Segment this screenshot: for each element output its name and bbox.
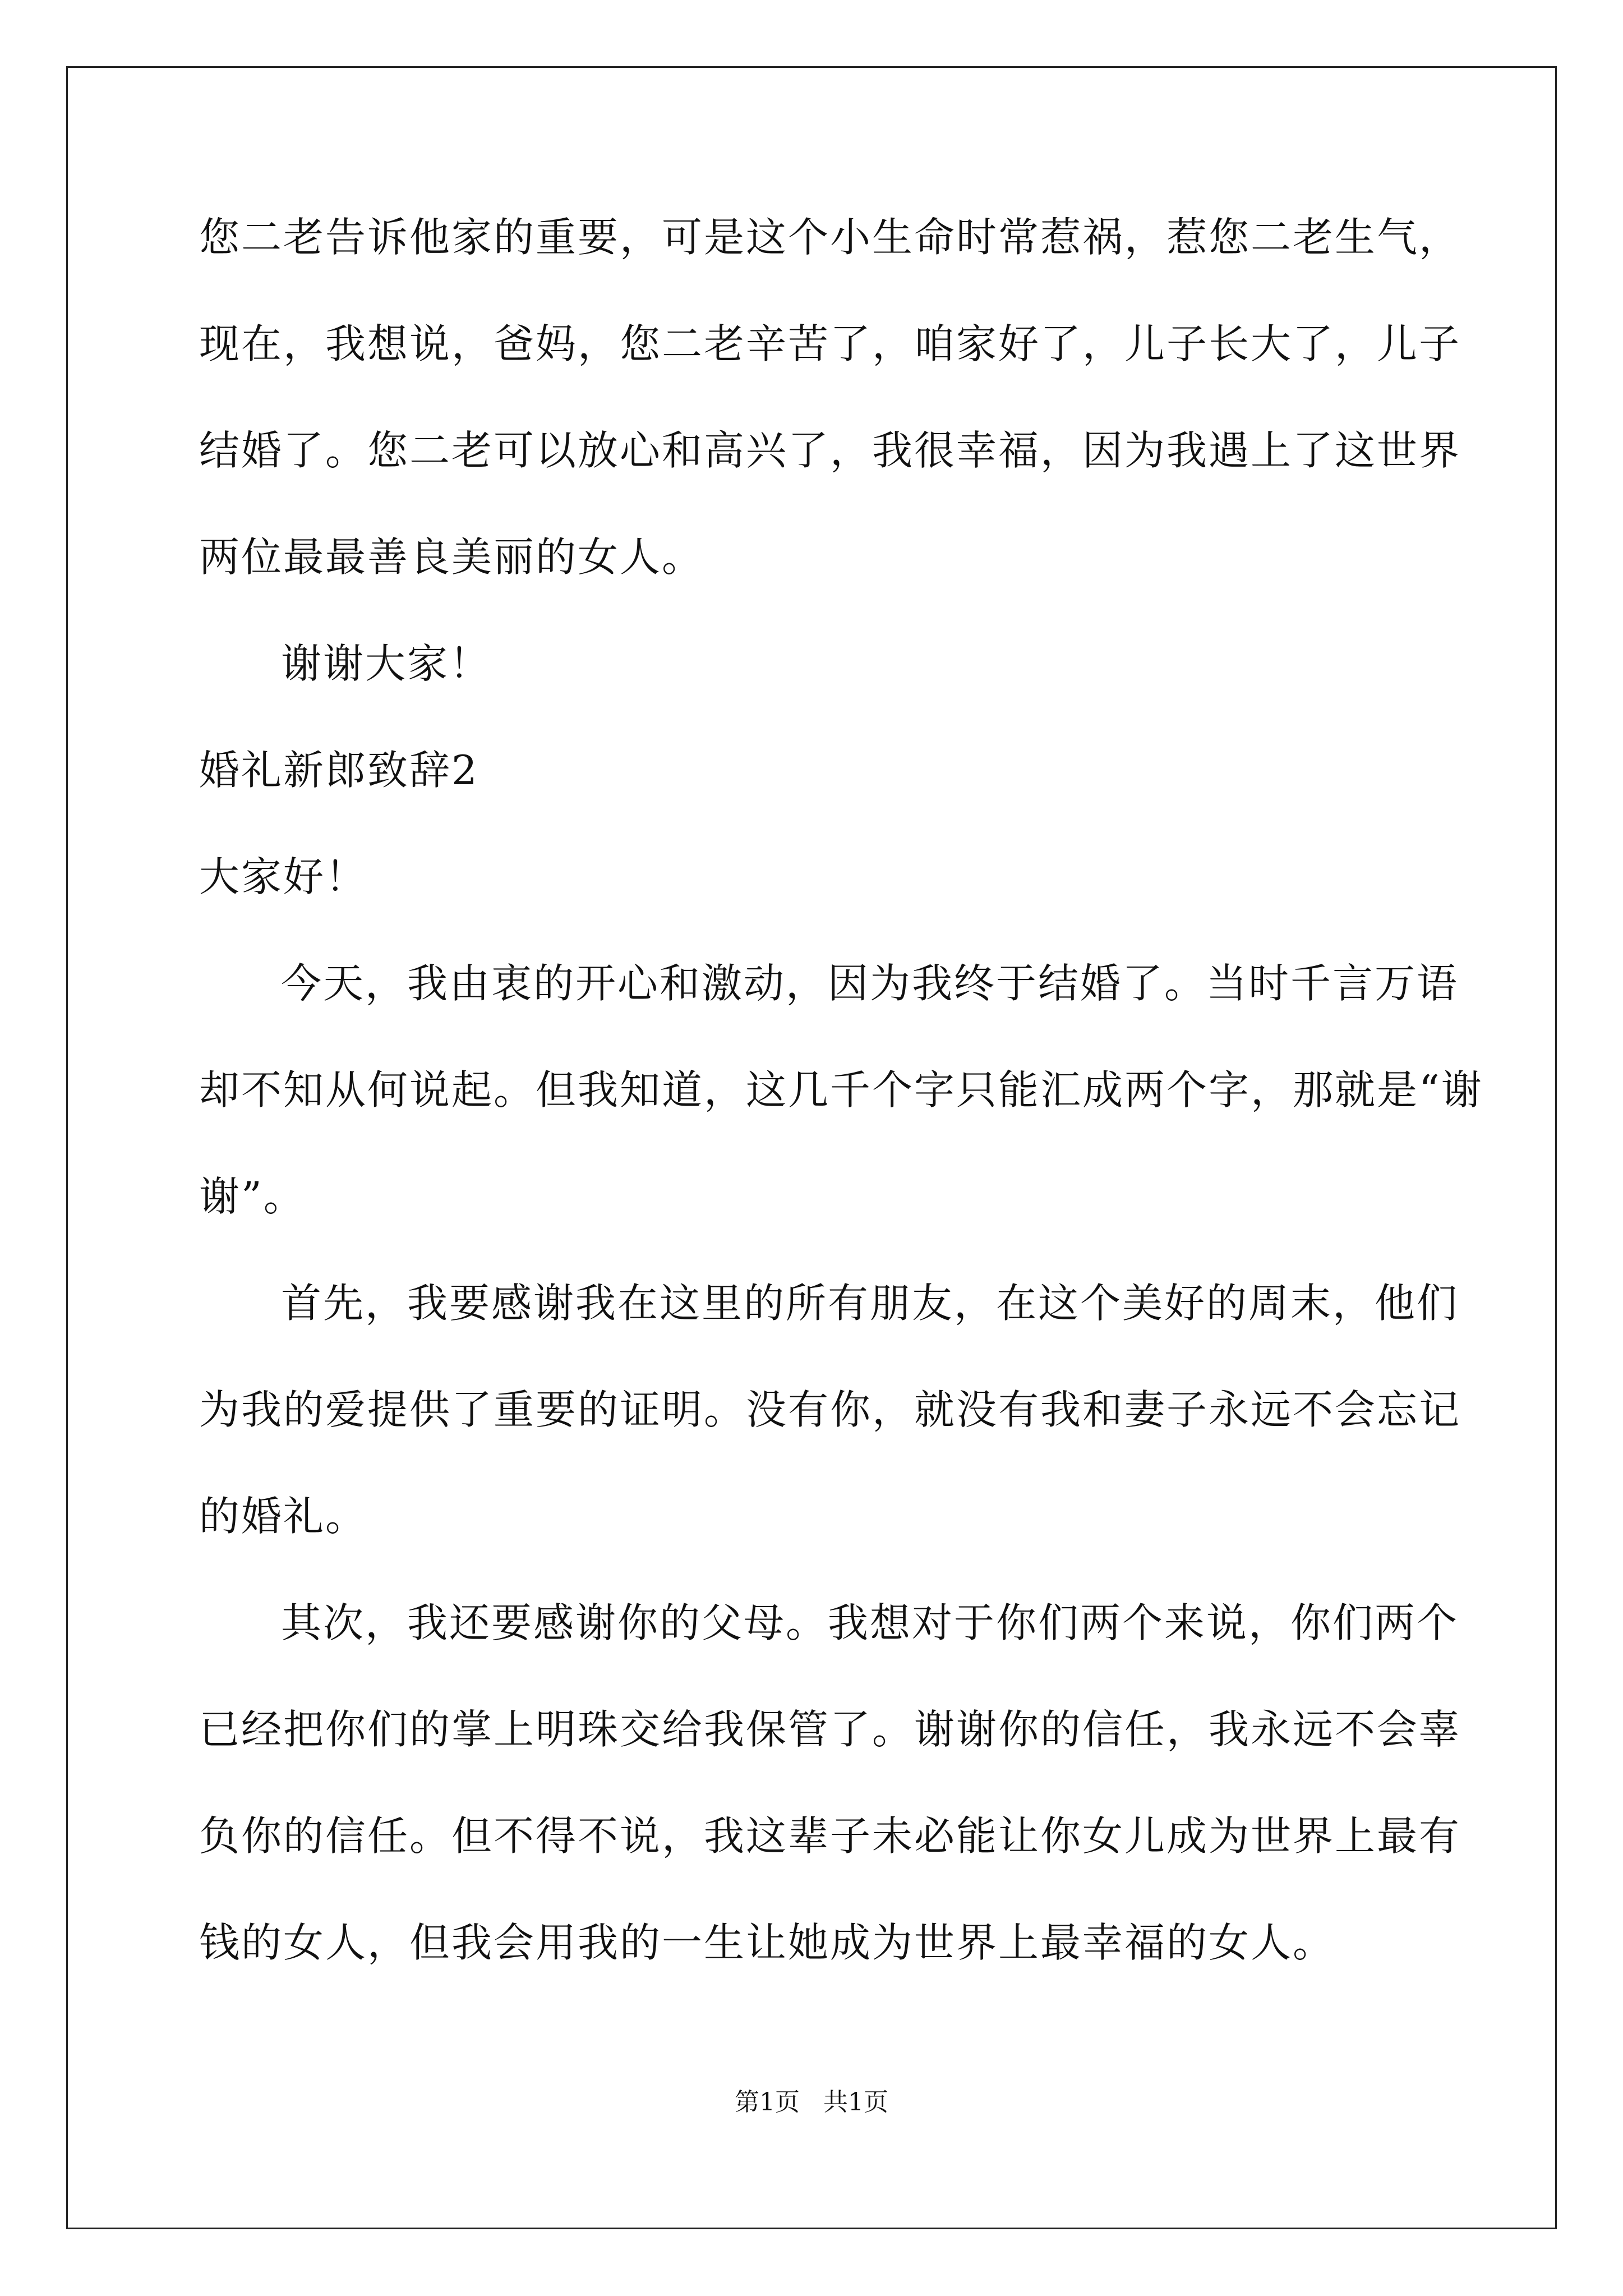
body-line: 结婚了。您二老可以放心和高兴了，我很幸福，因为我遇上了这世界 [199, 427, 1461, 474]
body-line: 谢”。 [199, 1173, 306, 1220]
document-body [199, 210, 1483, 2022]
body-line: 您二老告诉他家的重要，可是这个小生命时常惹祸，惹您二老生气， [199, 214, 1461, 261]
section-title: 婚礼新郎致辞2 [199, 747, 479, 794]
body-line: 首先，我要感谢我在这里的所有朋友，在这个美好的周末，他们 [281, 1280, 1459, 1327]
body-line: 两位最最善良美丽的女人。 [199, 533, 704, 581]
body-line: 其次，我还要感谢你的父母。我想对于你们两个来说，你们两个 [281, 1599, 1459, 1646]
closing-thanks: 谢谢大家！ [281, 640, 492, 687]
page-footer: 第1页 共1页 [735, 2088, 888, 2116]
body-line: 为我的爱提供了重要的证明。没有你，就没有我和妻子永远不会忘记 [199, 1386, 1461, 1433]
greeting: 大家好！ [199, 853, 368, 900]
body-line: 的婚礼。 [199, 1493, 368, 1540]
body-line: 钱的女人，但我会用我的一生让她成为世界上最幸福的女人。 [199, 1919, 1335, 1966]
body-line: 却不知从何说起。但我知道，这几千个字只能汇成两个字，那就是“谢 [199, 1066, 1483, 1114]
body-line: 今天，我由衷的开心和激动，因为我终于结婚了。当时千言万语 [281, 960, 1459, 1007]
body-line: 负你的信任。但不得不说，我这辈子未必能让你女儿成为世界上最有 [199, 1812, 1461, 1860]
body-line: 已经把你们的掌上明珠交给我保管了。谢谢你的信任，我永远不会辜 [199, 1706, 1461, 1753]
body-line: 现在，我想说，爸妈，您二老辛苦了，咱家好了，儿子长大了，儿子 [199, 320, 1461, 367]
